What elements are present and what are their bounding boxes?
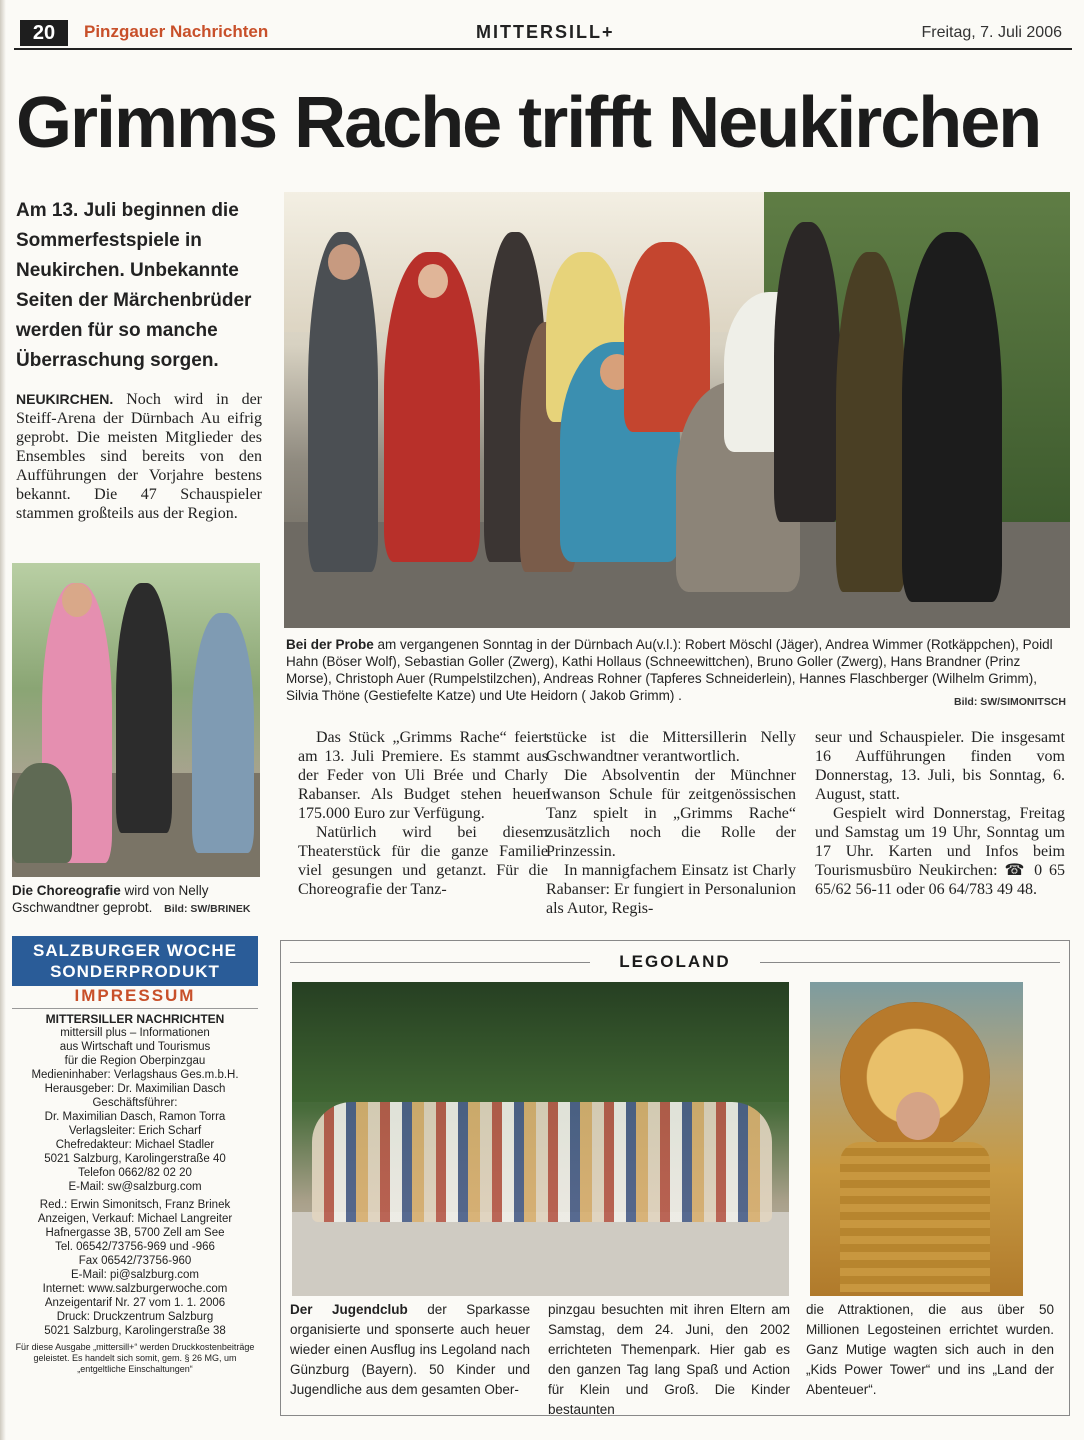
sw-line-1: SALZBURGER WOCHE [33,941,237,960]
newspaper-name: Pinzgauer Nachrichten [84,22,269,41]
paragraph: Die Absolventin der Münchner Iwanson Schule für zeitgenössischen Tanz spielt in „Grimms Rache“ zusätzlich noch die Rolle der Prinzessin. [546,767,796,860]
legoland-text: der Sparkasse organisierte und sponserte auch heuer wieder einen Ausflug ins Legoland nach Günzburg (Bayern). 50 Kinder und Jugendliche aus dem gesamten Ober- [290,1302,531,1397]
impressum-line: Druck: Druckzentrum Salzburg [56,1311,214,1323]
lead-paragraph: Am 13. Juli beginnen die Sommerfestspiele in Neukirchen. Unbekannte Seiten der Märchenbrüder werden für so manche Überraschung sorgen. [16,200,252,371]
impressum-line: 5021 Salzburg, Karolingerstraße 40 [44,1153,226,1165]
salzburger-woche-logo [12,936,258,986]
figure-red-riding-hood [384,252,480,562]
tree-backdrop [292,982,789,1102]
impressum-line: für die Region Oberpinzgau [64,1055,206,1067]
impressum-line: mittersill plus – Informationen [60,1027,210,1039]
impressum-note: Für diese Ausgabe „mittersill+“ werden Druckkostenbeiträge geleistet. Es handelt sich somit, gem. § 26 MG, um „entgeltliche Einschaltungen“ [15,1342,255,1374]
paragraph: Gespielt wird Donnerstag, Freitag und Samstag um 19 Uhr, Sonntag um 17 Uhr. Karten und Infos beim Tourismusbüro Neukirchen: ☎ 0 65 65/62 56-11 oder 06 64/783 49 48. [815,805,1065,898]
figure-wilhelm-grimm [774,222,840,522]
figure-dancer [116,583,172,833]
figure-head [418,264,448,298]
main-photo [284,192,1070,628]
choreo-photo-credit: Bild: SW/BRINEK [164,903,251,915]
figure-hunter [308,232,378,572]
choreo-caption-bold: Die Choreografie [12,883,121,898]
lego-lion-photo [810,982,1023,1296]
intro-paragraph [16,390,262,523]
headline: Grimms Rache trifft Neukirchen [16,83,1041,163]
legoland-group-photo [292,982,789,1296]
figure-head [62,583,92,617]
legoland-column-3: die Attraktionen, die aus über 50 Millionen Legosteinen errichtet wurden. Ganz Mutige wagten sich auch in den „Kids Power Tower“ und ins „Land der Abenteuer“. [806,1302,1054,1397]
legoland-column-1 [290,1300,530,1400]
impressum-line: Tel. 06542/73756-969 und -966 [55,1241,215,1253]
impressum-line: Verlagsleiter: Erich Scharf [68,1125,202,1137]
choreo-caption-text: wird von Nelly Gschwandtner geprobt. [12,883,209,915]
page-number: 20 [20,20,68,46]
impressum-line: Anzeigentarif Nr. 27 vom 1. 1. 2006 [44,1297,226,1309]
paragraph: Natürlich wird bei diesem Theaterstück für die ganze Familie viel gesungen und getanzt. Für die Choreografie der Tanz- [298,824,548,898]
legoland-title: LEGOLAND [619,952,731,971]
group-of-people [312,1102,772,1222]
article-column-3 [815,728,1065,899]
impressum-line: Hafnergasse 3B, 5700 Zell am See [45,1227,225,1239]
intro-text: Noch wird in der Steiff-Arena der Dürnbach Au eifrig geprobt. Die meisten Mitglieder des Ensembles sind bereits von den Aufführungen der Vorjahre bestens bekannt. Die 47 Schauspieler stammen großteils aus der Region. [16,391,263,522]
article-column-2 [546,728,796,918]
impressum-line: Geschäftsführer: [92,1097,178,1109]
impressum-line: Fax 06542/73756-960 [78,1255,192,1267]
paved-ground [292,1212,789,1296]
impressum-line: MITTERSILLER NACHRICHTEN [45,1012,225,1026]
page-header [14,18,1072,50]
impressum-line: Medieninhaber: Verlagshaus Ges.m.b.H. [31,1069,239,1081]
impressum-line: E-Mail: pi@salzburg.com [71,1269,199,1281]
impressum-line: Dr. Maximilian Dasch, Ramon Torra [44,1111,226,1123]
figure-dancer [192,613,254,853]
impressum-line: E-Mail: sw@salzburg.com [68,1181,202,1193]
paragraph: seur und Schauspieler. Die insgesamt 16 Aufführungen finden vom Donnerstag, 13. Juli, bis Sonntag, 6. August, statt. [815,729,1065,803]
impressum-line: 5021 Salzburg, Karolingerstraße 38 [44,1325,226,1337]
impressum-title: IMPRESSUM [12,986,258,1009]
article-column-1 [298,728,548,899]
legoland-bold-intro: Der Jugendclub [290,1302,408,1317]
main-photo-caption [286,636,1068,704]
section-name: MITTERSILL+ [476,22,615,42]
paragraph: Das Stück „Grimms Rache“ feiert am 13. Juli Premiere. Es stammt aus der Feder von Uli Brée und Charly Rabanser. Als Budget stehen heuer 175.000 Euro zur Verfügung. [298,729,548,822]
choreography-caption [12,882,262,918]
figure-puss-in-boots [836,252,906,592]
impressum-line: Telefon 0662/82 02 20 [78,1167,192,1179]
child-face [896,1092,940,1140]
main-photo-credit: Bild: SW/SIMONITSCH [954,696,1066,708]
figure-sitting [12,763,72,863]
impressum-line: Internet: www.salzburgerwoche.com [42,1283,228,1295]
impressum-line: Red.: Erwin Simonitsch, Franz Brinek [39,1199,231,1211]
impressum-line: Chefredakteur: Michael Stadler [55,1139,215,1151]
lion-body [840,1142,990,1292]
impressum-line: aus Wirtschaft und Tourismus [59,1041,211,1053]
sw-line-2: SONDERPRODUKT [50,962,220,981]
main-caption-text: am vergangenen Sonntag in der Dürnbach Au(v.l.): Robert Möschl (Jäger), Andrea Wimmer (Rotkäppchen), Poidl Hahn (Böser Wolf), Sebastian Goller (Zwerg), Kathi Hollaus (Schneewittchen), Bruno Goller (Zwerg), Hans Brandner (Prinz Morse), Christoph Auer (Rumpelstilzchen), Andreas Rohner (Tapferes Schneiderlein), Hannes Flaschberger (Wilhelm Grimm), Silvia Thöne (Gestiefelte Katze) und Ute Heidorn ( Jakob Grimm) . [286,637,1053,703]
page-edge-shadow [0,0,6,1440]
choreography-photo [12,563,260,877]
dateline: NEUKIRCHEN. [16,391,114,407]
main-caption-bold: Bei der Probe [286,637,374,652]
impressum-line: Herausgeber: Dr. Maximilian Dasch [44,1083,226,1095]
issue-date: Freitag, 7. Juli 2006 [921,24,1062,41]
impressum-line: Anzeigen, Verkauf: Michael Langreiter [37,1213,233,1225]
impressum-block [12,1012,258,1375]
figure-head [328,244,360,280]
legoland-column-2: pinzgau besuchten mit ihren Eltern am Samstag, dem 24. Juni, den 2002 errichteten Themenpark. Hier gab es den ganzen Tag lang Spaß und Action für Klein und Groß. Die Kinder bestaunten [548,1302,790,1417]
paragraph: stücke ist die Mittersillerin Nelly Gschwandtner verantwortlich. [546,729,796,765]
figure-jakob-grimm [902,232,1002,602]
paragraph: In mannigfachem Einsatz ist Charly Rabanser: Er fungiert in Personalunion als Autor, Regis- [546,862,796,917]
